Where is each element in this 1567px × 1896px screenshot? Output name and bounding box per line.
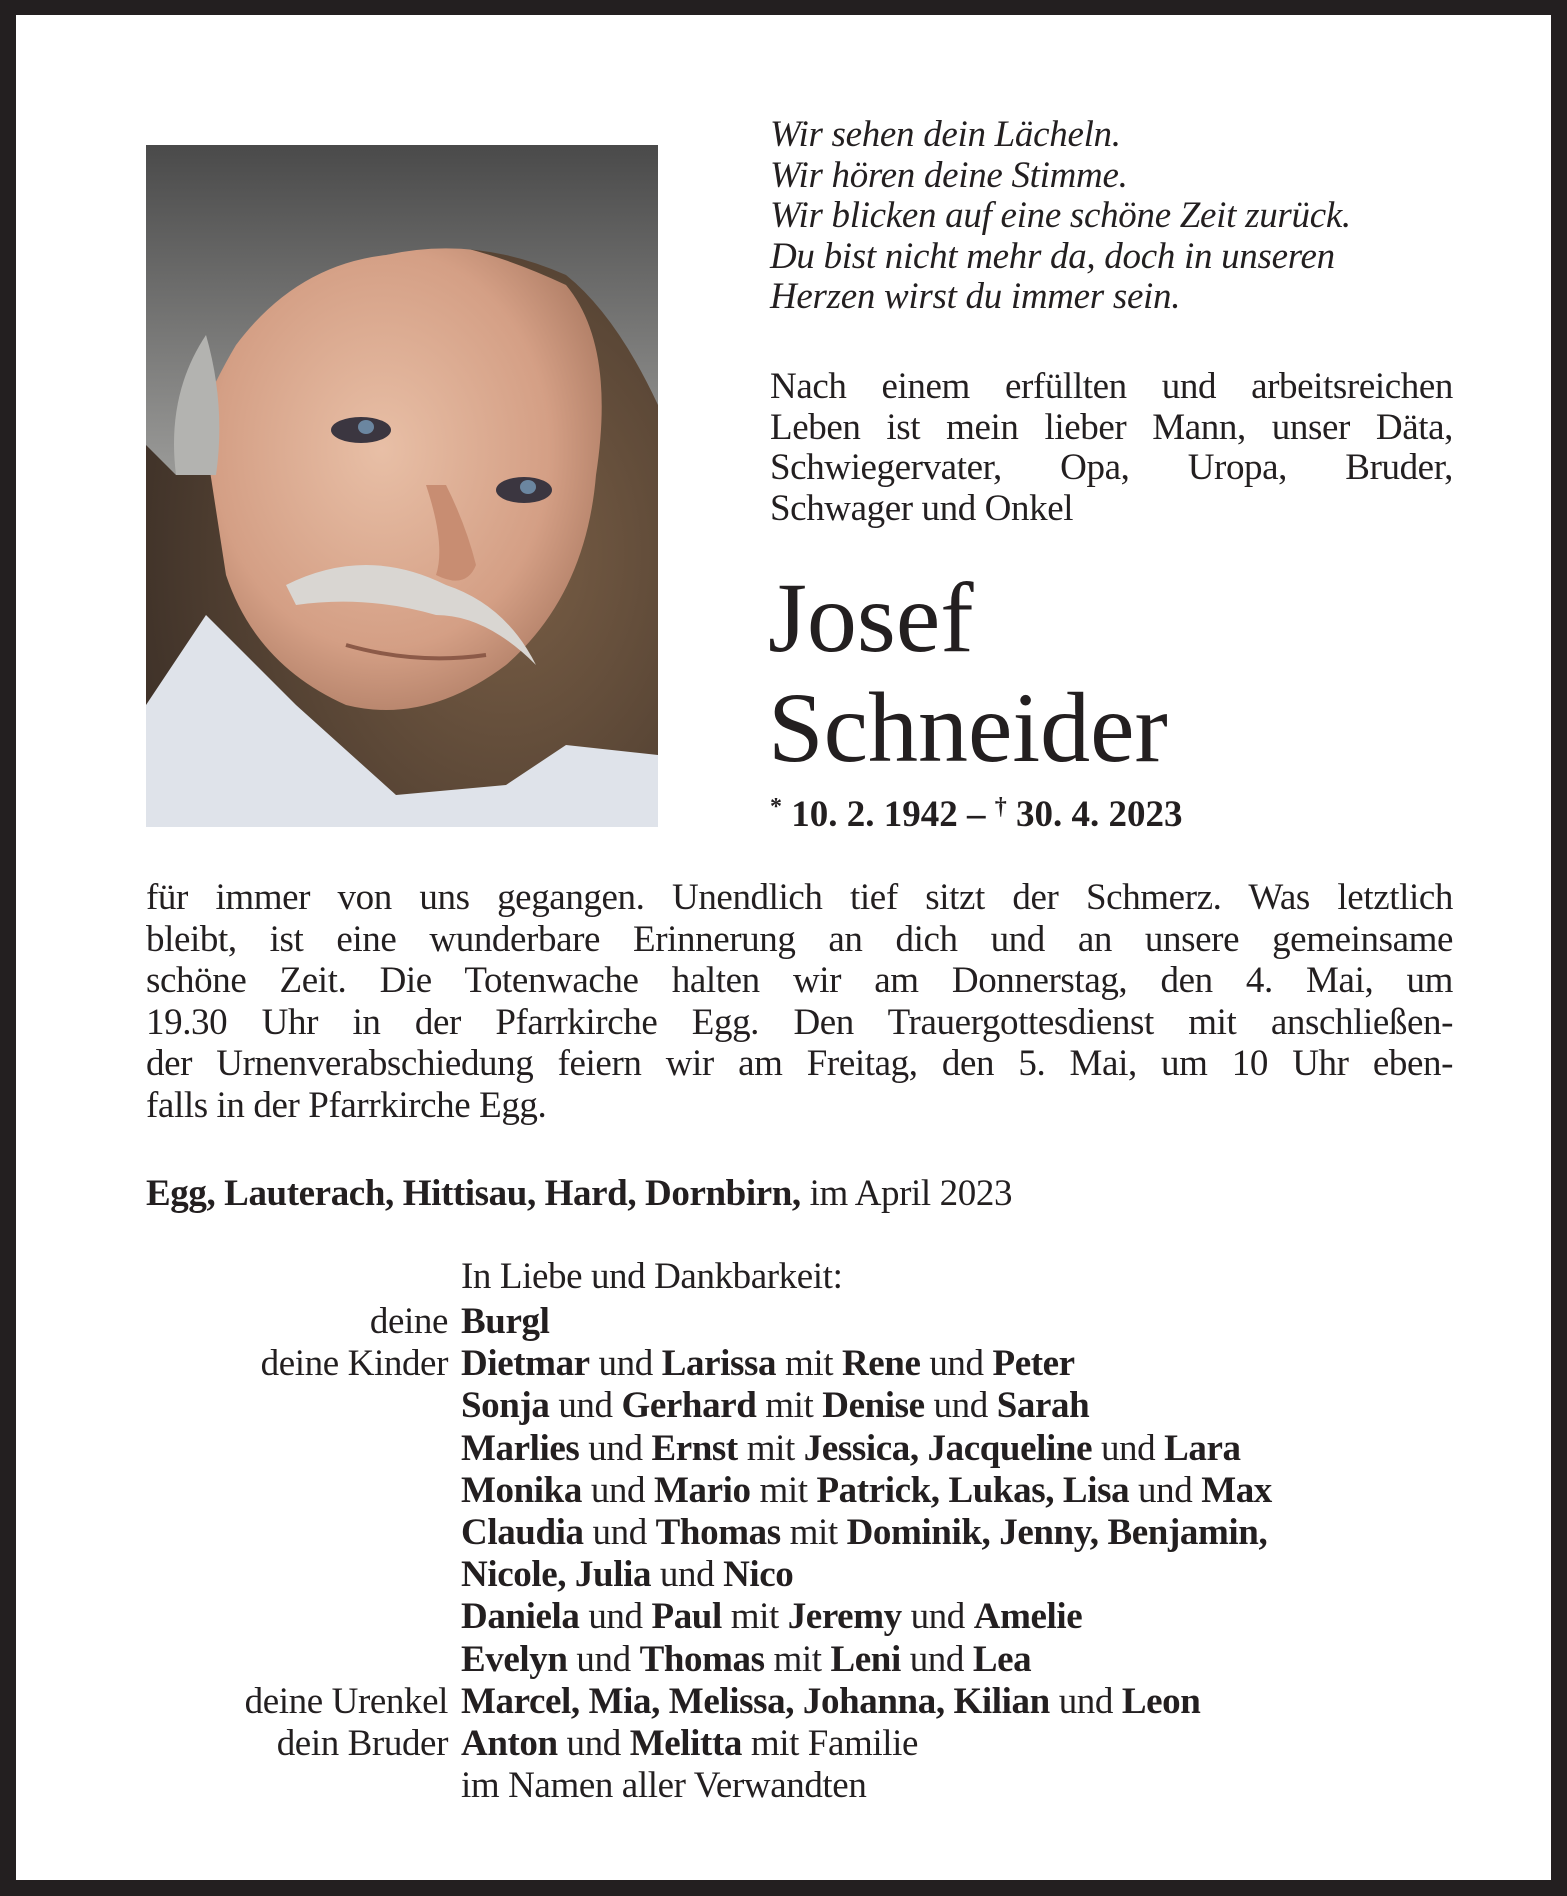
family-member-name: Melitta [629,1723,742,1765]
family-member-name: Burgl [461,1301,550,1342]
family-relation-label: deine [369,1301,448,1342]
portrait-photo-icon [146,145,658,827]
family-connector: und [557,1723,630,1765]
family-relation-label [146,1512,461,1554]
family-connector: und [900,1638,973,1680]
family-member-name: Lea [972,1638,1032,1680]
family-member-name: Marcel, Mia, Melissa, Johanna, Kilian [461,1680,1050,1722]
family-member-name: Jessica, Jacqueline [803,1427,1093,1469]
family-connector: und [1129,1469,1202,1511]
intro-text [770,367,1453,529]
family-relation-label [146,1428,461,1470]
family-member-name: Patrick, Lukas, Lisa [816,1469,1130,1511]
family-member-name: Claudia [461,1512,584,1554]
family-relation-label [146,1765,461,1807]
family-connector: und [581,1469,654,1511]
life-dates [770,793,1183,836]
family-connector: und [567,1638,640,1680]
family-connector: mit [756,1385,823,1427]
family-relation-label [146,1596,461,1638]
family-member-name: Max [1201,1469,1272,1511]
family-connector: und [579,1596,652,1638]
family-members [461,1765,866,1807]
family-members [461,1639,1031,1681]
family-members [461,1512,1267,1554]
family-members [461,1301,549,1343]
family-member-name: Jeremy [787,1596,902,1638]
family-relation-label [146,1554,461,1596]
family-member-name: Denise [822,1385,925,1427]
family-member-name: Marlies [461,1427,580,1469]
family-member-name: Dominik, Jenny, Benjamin, [846,1512,1268,1554]
obituary-page [16,15,1551,1880]
family-member-name: Mario [653,1469,751,1511]
family-members [461,1723,918,1765]
family-row [146,1470,1466,1512]
family-members [461,1470,1272,1512]
death-date: 30. 4. 2023 [1016,794,1183,835]
family-connector: mit [721,1596,788,1638]
family-member-name: Sarah [996,1385,1090,1427]
family-member-name: Nicole, Julia [461,1554,652,1596]
family-member-name: Sonja [461,1385,550,1427]
family-member-name: Gerhard [621,1385,757,1427]
death-cross-icon: † [994,794,1007,820]
family-connector: mit [750,1469,817,1511]
family-member-name: Thomas [655,1512,781,1554]
date-separator: – [957,794,995,835]
body-line: für immer von uns gegangen. Unendlich tief sitzt der Schmerz. Was letztlich [146,877,1453,918]
body-text [146,877,1453,1126]
family-row [146,1343,1466,1385]
body-line: falls in der Pfarrkirche Egg. [146,1084,547,1126]
intro-line: Leben ist mein lieber Mann, unser Däta, [770,406,1453,448]
family-connector: mit Familie [741,1723,919,1765]
family-connector: mit [764,1638,831,1680]
birth-date: 10. 2. 1942 [791,794,958,835]
family-list [146,1301,1466,1807]
family-connector: und [583,1512,656,1554]
portrait-photo [146,145,658,827]
body-line: schöne Zeit. Die Totenwache halten wir am Donnerstag, den 4. Mai, um [146,960,1453,1001]
family-connector: und [1092,1427,1165,1469]
family-members [461,1596,1082,1638]
family-connector: im Namen aller Verwandten [461,1765,867,1807]
family-relation-label: deine Kinder [260,1343,448,1385]
family-connector: und [579,1427,652,1469]
family-member-name: Larissa [661,1343,777,1385]
family-connector: und [589,1343,662,1385]
birth-star-icon: * [770,794,782,820]
family-relation-label: dein Bruder [276,1723,448,1765]
poem [770,115,1351,318]
family-row [146,1596,1466,1638]
place-date: im April 2023 [800,1173,1013,1214]
family-connector: und [651,1554,724,1596]
place-date-line [146,1172,1012,1215]
first-name: Josef [768,562,974,673]
family-member-name: Thomas [639,1638,765,1680]
poem-line: Wir blicken auf eine schöne Zeit zurück. [770,195,1351,236]
family-row [146,1512,1466,1554]
family-connector: mit [776,1343,842,1385]
places: Egg, Lauterach, Hittisau, Hard, Dornbirn, [146,1173,801,1214]
family-member-name: Paul [651,1596,722,1638]
family-row [146,1681,1466,1723]
intro-line: Schwager und Onkel [770,487,1074,529]
family-member-name: Evelyn [461,1638,568,1680]
family-connector: und [1049,1680,1122,1722]
family-member-name: Ernst [651,1427,738,1469]
last-name: Schneider [768,672,1168,783]
family-members [461,1554,793,1596]
family-member-name: Leni [830,1638,901,1680]
body-line: der Urnenverabschiedung feiern wir am Freitag, den 5. Mai, um 10 Uhr eben- [146,1043,1453,1084]
family-relation-label [146,1385,461,1427]
family-member-name: Nico [723,1554,794,1596]
family-connector: mit [780,1512,847,1554]
family-members [461,1428,1241,1470]
family-members [461,1385,1089,1427]
family-row [146,1765,1466,1807]
intro-line: Nach einem erfüllten und arbeitsreichen [770,366,1453,407]
family-member-name: Lara [1164,1427,1241,1469]
family-member-name: Monika [461,1469,582,1511]
family-connector: und [924,1385,997,1427]
family-row [146,1385,1466,1427]
family-relation-label [146,1639,461,1681]
intro-line: Schwiegervater, Opa, Uropa, Bruder, [770,447,1453,488]
body-line: 19.30 Uhr in der Pfarrkirche Egg. Den Trauergottesdienst mit anschließen- [146,1001,1453,1043]
family-connector: und [920,1343,993,1385]
family-connector: mit [737,1427,804,1469]
poem-line: Wir sehen dein Lächeln. [770,114,1121,155]
family-row [146,1723,1466,1765]
family-row [146,1639,1466,1681]
family-member-name: Rene [841,1343,921,1385]
family-relation-label [146,1470,461,1512]
family-relation-label: deine Urenkel [244,1680,448,1722]
family-members [461,1681,1200,1723]
family-member-name: Dietmar [461,1343,590,1385]
family-connector: und [549,1385,622,1427]
deceased-name [768,563,1168,783]
body-line: bleibt, ist eine wunderbare Erinnerung an dich und an unsere gemeinsame [146,918,1453,960]
family-member-name: Leon [1121,1680,1201,1722]
family-row [146,1554,1466,1596]
family-member-name: Amelie [973,1596,1083,1638]
poem-line: Du bist nicht mehr da, doch in unseren [770,235,1335,277]
poem-line: Herzen wirst du immer sein. [770,276,1181,317]
poem-line: Wir hören deine Stimme. [770,154,1128,196]
family-row [146,1301,1466,1343]
family-member-name: Daniela [461,1596,580,1638]
thanks-heading: In Liebe und Dankbarkeit: [461,1256,843,1297]
family-connector: und [901,1596,974,1638]
family-member-name: Peter [992,1343,1075,1385]
family-member-name: Anton [461,1723,558,1765]
family-row [146,1428,1466,1470]
family-members [461,1343,1075,1385]
